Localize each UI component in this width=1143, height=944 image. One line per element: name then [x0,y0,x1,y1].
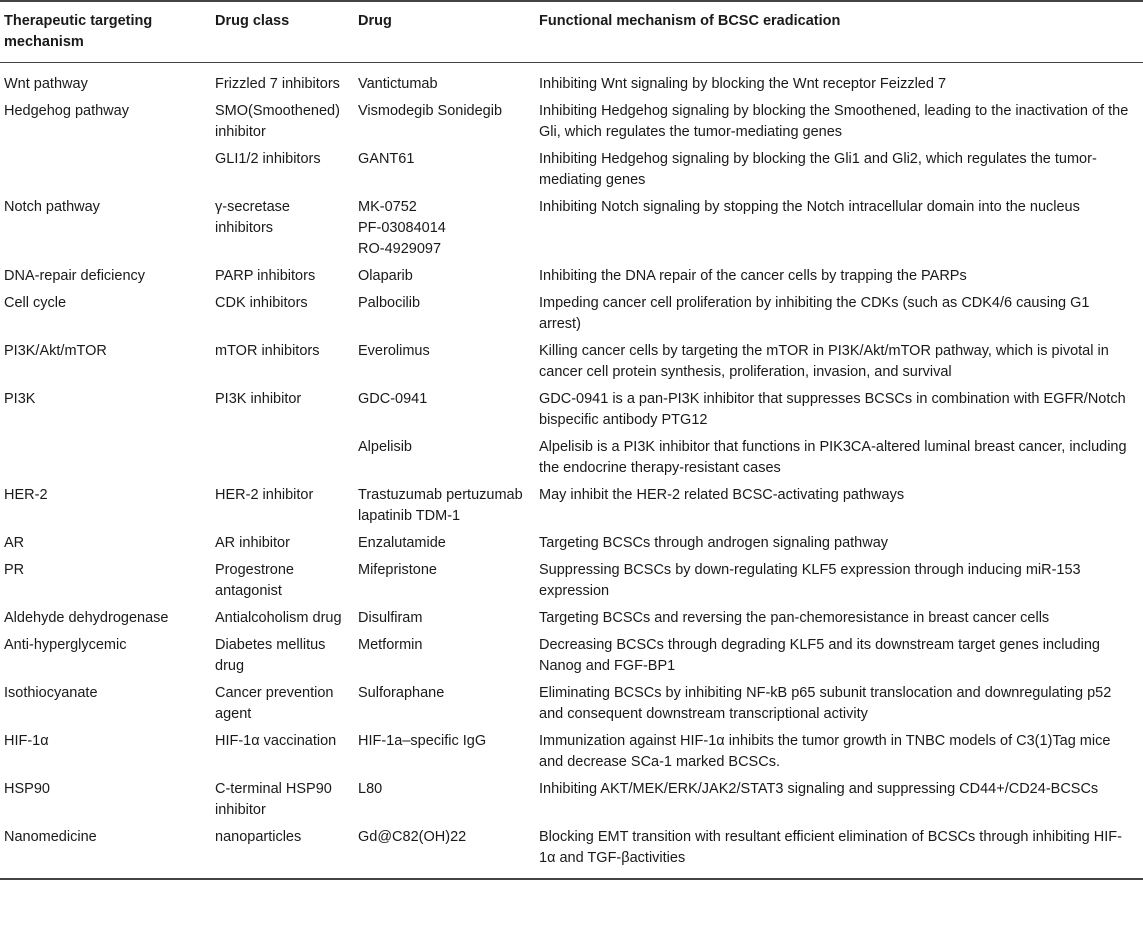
table-row [0,389,1143,437]
header-drug: Drug [358,13,392,29]
cell-function: Targeting BCSCs through androgen signaling pathway [539,535,889,551]
cell-mechanism: AR [4,535,25,551]
cell-drug-class: Frizzled 7 inhibitors [215,76,340,92]
cell-function: Targeting BCSCs and reversing the pan-chemoresistance in breast cancer cells [539,610,1050,626]
cell-function: Inhibiting the DNA repair of the cancer cells by trapping the PARPs [539,268,967,284]
cell-drug: Sulforaphane [358,685,445,701]
cell-drug: Mifepristone [358,562,437,578]
cell-mechanism: Hedgehog pathway [4,103,129,119]
cell-function: Alpelisib is a PI3K inhibitor that functions in PIK3CA-altered luminal breast cancer, including the endocrine therapy-resistant cases [539,439,1127,476]
cell-drug: Disulfiram [358,610,423,626]
cell-drug-class: Diabetes mellitus drug [215,637,326,674]
cell-drug: MK-0752 PF-03084014 RO-4929097 [358,199,446,257]
cell-function: Inhibiting Hedgehog signaling by blocking the Smoothened, leading to the inactivation of the Gli, which regulates the tumor-mediating genes [539,103,1129,140]
cell-drug-class: HER-2 inhibitor [215,487,314,503]
cell-drug: Vantictumab [358,76,438,92]
table-row [0,266,1143,293]
cell-function: Inhibiting Notch signaling by stopping the Notch intracellular domain into the nucleus [539,199,1080,215]
cell-function: GDC-0941 is a pan-PI3K inhibitor that suppresses BCSCs in combination with EGFR/Notch bispecific antibody PTG12 [539,391,1126,428]
header-function: Functional mechanism of BCSC eradication [539,13,841,29]
cell-function: Impeding cancer cell proliferation by inhibiting the CDKs (such as CDK4/6 causing G1 arrest) [539,295,1090,332]
cell-mechanism [0,149,211,197]
cell-drug-class: Progestrone antagonist [215,562,294,599]
header-row [0,1,1143,63]
cell-function: May inhibit the HER-2 related BCSC-activating pathways [539,487,905,503]
cell-mechanism [0,437,211,485]
cell-function: Suppressing BCSCs by down-regulating KLF5 expression through inducing miR-153 expression [539,562,1081,599]
cell-function: Killing cancer cells by targeting the mTOR in PI3K/Akt/mTOR pathway, which is pivotal in cancer cell protein synthesis, proliferation, invasion, and survival [539,343,1109,380]
cell-drug: L80 [358,781,383,797]
table-row [0,779,1143,827]
cell-drug: GDC-0941 [358,391,428,407]
cell-function: Inhibiting Wnt signaling by blocking the Wnt receptor Feizzled 7 [539,76,947,92]
cell-mechanism: HSP90 [4,781,50,797]
cell-drug: Metformin [358,637,423,653]
cell-drug-class: nanoparticles [215,829,302,845]
table-row [0,683,1143,731]
cell-drug: Trastuzumab pertuzumab lapatinib TDM-1 [358,487,523,524]
table-row [0,731,1143,779]
table-row [0,485,1143,533]
cell-mechanism: HIF-1α [4,733,49,749]
table-row [0,341,1143,389]
cell-drug-class: AR inhibitor [215,535,290,551]
cell-drug-class: GLI1/2 inhibitors [215,151,321,167]
table-header [0,1,1143,63]
cell-drug: Enzalutamide [358,535,446,551]
cell-mechanism: PI3K [4,391,36,407]
table-row [0,608,1143,635]
table-row [0,197,1143,266]
table-row [0,63,1143,102]
cell-drug-class: PI3K inhibitor [215,391,302,407]
cell-drug-class: HIF-1α vaccination [215,733,337,749]
cell-drug: Palbocilib [358,295,421,311]
table-row [0,560,1143,608]
table-row [0,635,1143,683]
table-row [0,101,1143,149]
cell-function: Immunization against HIF-1α inhibits the tumor growth in TNBC models of C3(1)Tag mice and decrease SCa-1 marked BCSCs. [539,733,1111,770]
cell-drug: Gd@C82(OH)22 [358,829,467,845]
table-row [0,437,1143,485]
header-mechanism: Therapeutic targeting mechanism [4,13,153,50]
cell-drug: GANT61 [358,151,415,167]
cell-mechanism: PI3K/Akt/mTOR [4,343,107,359]
table-row [0,149,1143,197]
cell-function: Eliminating BCSCs by inhibiting NF-kB p65 subunit translocation and downregulating p52 and consequent downstream transcriptional activity [539,685,1112,722]
table-row [0,827,1143,879]
cell-drug-class: Antialcoholism drug [215,610,342,626]
table-row [0,293,1143,341]
cell-mechanism: PR [4,562,25,578]
cell-mechanism: Aldehyde dehydrogenase [4,610,169,626]
cell-function: Blocking EMT transition with resultant efficient elimination of BCSCs through inhibiting HIF-1α and TGF-βactivities [539,829,1122,866]
cell-drug-class: mTOR inhibitors [215,343,320,359]
header-drug-class: Drug class [215,13,290,29]
cell-drug: HIF-1a–specific IgG [358,733,487,749]
cell-function: Inhibiting Hedgehog signaling by blocking the Gli1 and Gli2, which regulates the tumor-mediating genes [539,151,1097,188]
cell-mechanism: HER-2 [4,487,48,503]
cell-drug-class [211,437,354,485]
cell-drug-class: Cancer prevention agent [215,685,334,722]
cell-mechanism: Anti-hyperglycemic [4,637,127,653]
cell-mechanism: Isothiocyanate [4,685,98,701]
cell-mechanism: Notch pathway [4,199,100,215]
cell-function: Decreasing BCSCs through degrading KLF5 and its downstream target genes including Nanog and FGF-BP1 [539,637,1100,674]
cell-drug: Olaparib [358,268,413,284]
cell-drug-class: C-terminal HSP90 inhibitor [215,781,332,818]
table-body [0,63,1143,880]
table-row [0,533,1143,560]
cell-drug: Vismodegib Sonidegib [358,103,503,119]
cell-drug: Everolimus [358,343,430,359]
cell-drug-class: SMO(Smoothened) inhibitor [215,103,340,140]
cell-function: Inhibiting AKT/MEK/ERK/JAK2/STAT3 signaling and suppressing CD44+/CD24-BCSCs [539,781,1099,797]
cell-mechanism: Wnt pathway [4,76,88,92]
cell-drug-class: PARP inhibitors [215,268,316,284]
cell-drug-class: γ-secretase inhibitors [215,199,290,236]
cell-drug: Alpelisib [358,439,412,455]
cell-mechanism: Nanomedicine [4,829,97,845]
cell-mechanism: Cell cycle [4,295,67,311]
cell-mechanism: DNA-repair deficiency [4,268,146,284]
cell-drug-class: CDK inhibitors [215,295,308,311]
